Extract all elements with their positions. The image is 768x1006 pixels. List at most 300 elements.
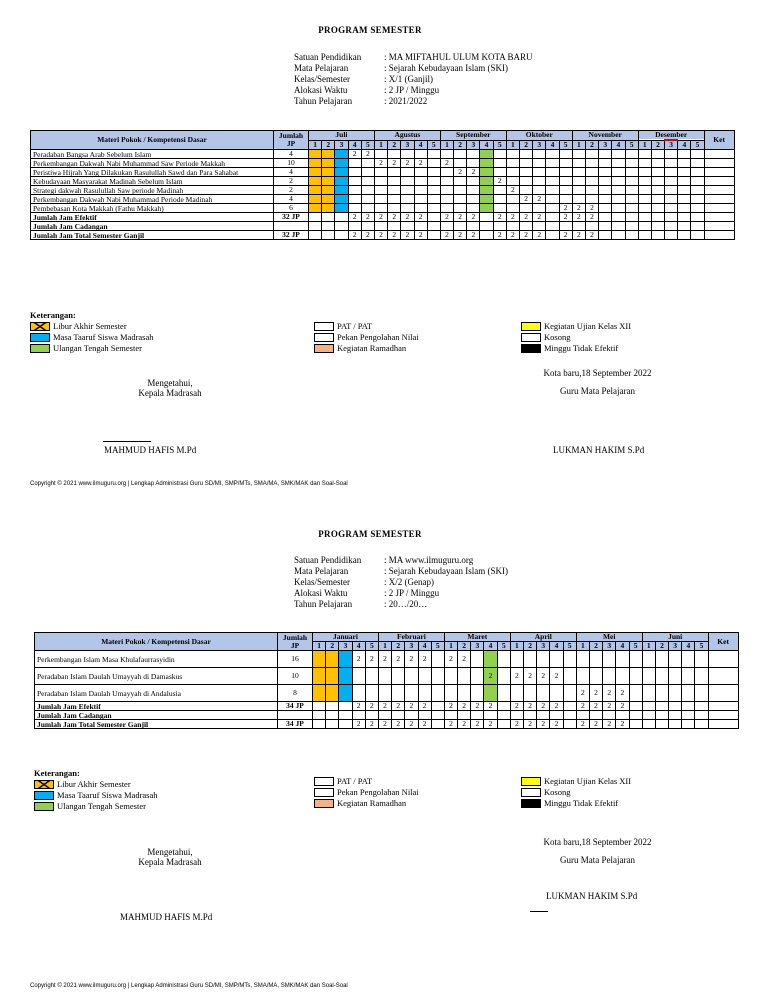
- week-header: 4: [678, 140, 691, 150]
- week-cell: [612, 204, 625, 213]
- week-cell: [348, 186, 361, 195]
- week-cell: [339, 702, 352, 711]
- week-cell: 2: [550, 668, 563, 685]
- week-header: 5: [365, 642, 378, 651]
- week-cell: [431, 720, 444, 729]
- week-cell: [678, 195, 691, 204]
- pengolahan-swatch: [314, 333, 334, 342]
- week-cell: 2: [493, 231, 506, 240]
- week-cell: [563, 702, 576, 711]
- week-cell: [440, 186, 453, 195]
- sig-line: Guru Mata Pelajaran: [560, 386, 635, 396]
- legend-label: PAT / PAT: [337, 321, 373, 331]
- week-cell: [599, 168, 612, 177]
- week-cell: [309, 150, 322, 159]
- week-cell: 2: [361, 213, 374, 222]
- week-cell: [309, 222, 322, 231]
- week-cell: [484, 651, 497, 668]
- week-cell: [682, 720, 695, 729]
- sig-line: Kepala Madrasah: [138, 388, 202, 398]
- week-cell: 2: [589, 720, 602, 729]
- week-cell: [642, 720, 655, 729]
- week-cell: [585, 186, 598, 195]
- week-cell: [493, 195, 506, 204]
- month-header: Januari: [313, 633, 379, 642]
- week-cell: [576, 711, 589, 720]
- materi-cell: Pembebasan Kota Makkah (Fathu Makkah): [31, 204, 274, 213]
- week-cell: [510, 711, 523, 720]
- week-cell: 2: [484, 720, 497, 729]
- legend-label: Minggu Tidak Efektif: [544, 798, 619, 808]
- week-cell: [361, 159, 374, 168]
- week-cell: 2: [616, 720, 629, 729]
- week-cell: [418, 685, 431, 702]
- ket-header: Ket: [704, 131, 734, 150]
- table-row: [31, 213, 735, 222]
- week-cell: [616, 668, 629, 685]
- week-cell: [546, 186, 559, 195]
- week-cell: [458, 668, 471, 685]
- week-cell: [405, 668, 418, 685]
- ket-cell: [704, 177, 734, 186]
- week-cell: 2: [405, 720, 418, 729]
- week-cell: [638, 168, 651, 177]
- week-cell: [335, 195, 348, 204]
- info-value: : 2 JP / Minggu: [384, 588, 440, 598]
- mts-swatch: [30, 333, 50, 342]
- week-cell: [440, 222, 453, 231]
- jp-cell: 10: [278, 668, 313, 685]
- week-cell: [365, 668, 378, 685]
- week-cell: [691, 150, 704, 159]
- week-cell: [603, 651, 616, 668]
- week-cell: [585, 195, 598, 204]
- week-cell: [309, 177, 322, 186]
- week-cell: [427, 177, 440, 186]
- ket-cell: [704, 204, 734, 213]
- week-cell: 2: [401, 213, 414, 222]
- week-cell: [612, 231, 625, 240]
- week-cell: [625, 177, 638, 186]
- week-cell: [493, 222, 506, 231]
- week-cell: [599, 213, 612, 222]
- materi-cell: Jumlah Jam Total Semester Ganjil: [31, 231, 274, 240]
- week-cell: 2: [533, 213, 546, 222]
- week-cell: [467, 204, 480, 213]
- week-cell: [401, 150, 414, 159]
- ket-cell: [704, 150, 734, 159]
- week-cell: [401, 186, 414, 195]
- week-cell: [612, 159, 625, 168]
- month-header: September: [440, 131, 506, 141]
- table-row: [35, 702, 739, 711]
- jp-cell: 4: [274, 150, 309, 159]
- week-cell: [348, 222, 361, 231]
- month-header: Oktober: [506, 131, 572, 141]
- week-header: 1: [506, 140, 519, 150]
- week-cell: [348, 159, 361, 168]
- week-header: 3: [665, 140, 678, 150]
- week-cell: [348, 168, 361, 177]
- week-header: 1: [313, 642, 326, 651]
- materi-cell: Kebudayaan Masyarakat Madinah Sebelum Islam: [31, 177, 274, 186]
- materi-cell: Peradaban Islam Daulah Umayyah di Andalusia: [35, 685, 278, 702]
- legend-label: Kegiatan Ramadhan: [337, 343, 407, 353]
- week-cell: [678, 213, 691, 222]
- legend-label: Kosong: [544, 332, 571, 342]
- week-cell: [392, 711, 405, 720]
- week-cell: [585, 222, 598, 231]
- week-header: 5: [695, 642, 708, 651]
- week-cell: [378, 668, 391, 685]
- week-cell: [309, 168, 322, 177]
- week-cell: 2: [392, 702, 405, 711]
- week-cell: [322, 150, 335, 159]
- week-header: 2: [524, 642, 537, 651]
- week-header: 1: [378, 642, 391, 651]
- week-cell: [655, 711, 668, 720]
- week-cell: [585, 150, 598, 159]
- week-cell: [559, 186, 572, 195]
- pat-swatch: [314, 322, 334, 331]
- month-header: Juni: [642, 633, 708, 642]
- week-cell: [665, 186, 678, 195]
- week-cell: [682, 668, 695, 685]
- week-cell: 2: [418, 720, 431, 729]
- week-cell: [431, 702, 444, 711]
- week-cell: [339, 711, 352, 720]
- week-header: 3: [405, 642, 418, 651]
- week-cell: [669, 702, 682, 711]
- week-cell: [638, 204, 651, 213]
- week-cell: [603, 711, 616, 720]
- week-cell: [493, 186, 506, 195]
- week-header: 4: [414, 140, 427, 150]
- week-cell: [405, 711, 418, 720]
- jp-cell: 34 JP: [278, 720, 313, 729]
- week-cell: 2: [559, 231, 572, 240]
- week-header: 3: [669, 642, 682, 651]
- week-cell: 2: [550, 720, 563, 729]
- week-cell: 2: [440, 213, 453, 222]
- week-header: 4: [616, 642, 629, 651]
- week-cell: 2: [365, 720, 378, 729]
- week-cell: [322, 195, 335, 204]
- week-header: 3: [467, 140, 480, 150]
- week-cell: [612, 150, 625, 159]
- week-cell: [480, 231, 493, 240]
- week-cell: [655, 651, 668, 668]
- month-header: Maret: [444, 633, 510, 642]
- week-cell: 2: [533, 231, 546, 240]
- week-cell: [599, 195, 612, 204]
- materi-header: Materi Pokok / Kompetensi Dasar: [31, 131, 274, 150]
- week-cell: 2: [524, 668, 537, 685]
- week-cell: [388, 204, 401, 213]
- week-cell: [322, 177, 335, 186]
- week-cell: 2: [616, 702, 629, 711]
- week-cell: [309, 186, 322, 195]
- uts-swatch: [30, 344, 50, 353]
- week-cell: [374, 150, 387, 159]
- info-key: Tahun Pelajaran: [294, 599, 353, 609]
- headmaster-name: MAHMUD HAFIS M.Pd: [104, 445, 197, 455]
- week-cell: [365, 711, 378, 720]
- week-cell: [322, 204, 335, 213]
- semester-table: [34, 632, 739, 729]
- week-cell: [682, 651, 695, 668]
- week-cell: [414, 186, 427, 195]
- week-cell: [589, 651, 602, 668]
- week-header: 4: [348, 140, 361, 150]
- week-cell: [563, 685, 576, 702]
- jp-header: Jumlah JP: [278, 633, 313, 651]
- week-cell: [335, 159, 348, 168]
- week-cell: [493, 150, 506, 159]
- week-cell: 2: [520, 213, 533, 222]
- week-cell: [638, 177, 651, 186]
- week-cell: [651, 168, 664, 177]
- week-cell: [484, 711, 497, 720]
- week-cell: [352, 711, 365, 720]
- month-header: Mei: [576, 633, 642, 642]
- week-cell: 2: [388, 231, 401, 240]
- week-cell: [695, 711, 708, 720]
- legend-label: Masa Taaruf Siswa Madrasah: [53, 332, 154, 342]
- ket-cell: [704, 213, 734, 222]
- week-cell: [480, 159, 493, 168]
- week-cell: 2: [458, 720, 471, 729]
- week-cell: [335, 204, 348, 213]
- legend-label: Libur Akhir Semester: [53, 321, 127, 331]
- week-cell: [524, 651, 537, 668]
- info-value: : Sejarah Kebudayaan Islam (SKI): [384, 566, 508, 576]
- week-cell: [431, 685, 444, 702]
- week-cell: [546, 168, 559, 177]
- week-cell: 2: [388, 213, 401, 222]
- week-cell: [309, 204, 322, 213]
- materi-cell: Perkembangan Dakwah Nabi Muhammad Periode Madinah: [31, 195, 274, 204]
- info-value: : 2021/2022: [384, 96, 428, 106]
- sig-line: Kota baru,18 September 2022: [543, 837, 652, 847]
- week-cell: [691, 159, 704, 168]
- week-cell: [546, 177, 559, 186]
- week-cell: [655, 668, 668, 685]
- week-header: 5: [559, 140, 572, 150]
- week-cell: [695, 702, 708, 711]
- week-cell: 2: [352, 702, 365, 711]
- sig-line: Kepala Madrasah: [138, 857, 202, 867]
- week-cell: [431, 668, 444, 685]
- legend: [30, 310, 154, 354]
- table-row: [31, 159, 735, 168]
- week-cell: [309, 213, 322, 222]
- week-cell: [480, 177, 493, 186]
- week-cell: 2: [524, 702, 537, 711]
- week-cell: [546, 159, 559, 168]
- schedule-grid: [34, 632, 739, 729]
- legend-col2: [314, 321, 419, 354]
- week-header: 2: [651, 140, 664, 150]
- info-key: Tahun Pelajaran: [294, 96, 353, 106]
- week-cell: [546, 231, 559, 240]
- week-cell: 2: [454, 231, 467, 240]
- week-cell: [651, 222, 664, 231]
- week-cell: [599, 150, 612, 159]
- week-cell: [467, 159, 480, 168]
- ujian-swatch: [521, 322, 541, 331]
- week-cell: 2: [418, 702, 431, 711]
- jp-cell: 2: [274, 177, 309, 186]
- week-cell: [625, 222, 638, 231]
- week-header: 2: [388, 140, 401, 150]
- week-cell: [313, 668, 326, 685]
- week-cell: [352, 685, 365, 702]
- week-cell: [365, 685, 378, 702]
- week-cell: [497, 720, 510, 729]
- signature-line: [530, 911, 548, 912]
- week-cell: [348, 195, 361, 204]
- week-cell: [612, 186, 625, 195]
- week-cell: [691, 186, 704, 195]
- sig-line: Guru Mata Pelajaran: [560, 855, 635, 865]
- week-cell: [546, 213, 559, 222]
- week-cell: [414, 150, 427, 159]
- week-cell: 2: [572, 231, 585, 240]
- jp-cell: 10: [274, 159, 309, 168]
- week-header: 4: [352, 642, 365, 651]
- teacher-name: LUKMAN HAKIM S.Pd: [546, 891, 638, 901]
- week-cell: 2: [440, 159, 453, 168]
- week-cell: [471, 668, 484, 685]
- week-cell: [471, 711, 484, 720]
- week-cell: 2: [471, 720, 484, 729]
- week-cell: [467, 222, 480, 231]
- week-cell: [493, 204, 506, 213]
- week-header: 2: [322, 140, 335, 150]
- week-cell: [678, 186, 691, 195]
- week-cell: [625, 159, 638, 168]
- materi-cell: Peradaban Islam Daulah Umayyah di Damaskus: [35, 668, 278, 685]
- legend-label: Minggu Tidak Efektif: [544, 343, 619, 353]
- legend-label: Masa Taaruf Siswa Madrasah: [57, 790, 158, 800]
- week-cell: [695, 685, 708, 702]
- week-cell: 2: [493, 213, 506, 222]
- week-cell: [559, 159, 572, 168]
- week-header: 5: [691, 140, 704, 150]
- week-cell: [603, 668, 616, 685]
- signature-line: [103, 441, 151, 442]
- week-cell: [695, 720, 708, 729]
- week-cell: [454, 177, 467, 186]
- week-cell: [537, 711, 550, 720]
- week-cell: [326, 711, 339, 720]
- ramadhan-swatch: [314, 799, 334, 808]
- week-cell: [458, 711, 471, 720]
- materi-cell: Jumlah Jam Cadangan: [35, 711, 278, 720]
- week-cell: 2: [493, 177, 506, 186]
- week-cell: [454, 186, 467, 195]
- week-cell: [322, 159, 335, 168]
- week-cell: 2: [392, 720, 405, 729]
- week-header: 4: [484, 642, 497, 651]
- week-cell: [669, 711, 682, 720]
- week-cell: 2: [361, 231, 374, 240]
- week-cell: [313, 685, 326, 702]
- week-cell: [616, 711, 629, 720]
- week-cell: 2: [589, 685, 602, 702]
- legend-label: Pekan Pengolahan Nilai: [337, 332, 419, 342]
- week-cell: [638, 231, 651, 240]
- week-cell: 2: [603, 702, 616, 711]
- sig-line: Mengetahui,: [147, 847, 193, 857]
- week-cell: [444, 711, 457, 720]
- uts-swatch: [34, 802, 54, 811]
- week-cell: [313, 702, 326, 711]
- week-header: 4: [546, 140, 559, 150]
- week-cell: 2: [440, 231, 453, 240]
- week-cell: [388, 195, 401, 204]
- week-cell: 2: [537, 720, 550, 729]
- week-cell: [651, 177, 664, 186]
- week-cell: [651, 204, 664, 213]
- week-cell: [480, 195, 493, 204]
- week-cell: [682, 702, 695, 711]
- libur-swatch: [30, 322, 50, 331]
- week-cell: 2: [537, 702, 550, 711]
- week-cell: [665, 213, 678, 222]
- week-cell: [414, 222, 427, 231]
- week-cell: [691, 222, 704, 231]
- materi-cell: Peristiwa Hijrah Yang Dilakukan Rasulullah Sawd dan Para Sahabat: [31, 168, 274, 177]
- week-cell: [326, 720, 339, 729]
- jp-cell: 34 JP: [278, 702, 313, 711]
- week-cell: [374, 186, 387, 195]
- info-key: Mata Pelajaran: [294, 63, 349, 73]
- week-header: 3: [401, 140, 414, 150]
- left-signature: [100, 378, 240, 398]
- week-cell: 2: [365, 702, 378, 711]
- week-cell: [625, 186, 638, 195]
- week-cell: [414, 195, 427, 204]
- week-cell: [651, 213, 664, 222]
- week-cell: [480, 150, 493, 159]
- week-cell: [691, 177, 704, 186]
- week-header: 1: [638, 140, 651, 150]
- week-cell: [665, 195, 678, 204]
- week-cell: [467, 177, 480, 186]
- week-cell: [669, 668, 682, 685]
- week-cell: [497, 702, 510, 711]
- week-cell: [440, 177, 453, 186]
- schedule-grid: [30, 130, 735, 240]
- week-cell: [599, 186, 612, 195]
- week-header: 2: [454, 140, 467, 150]
- week-cell: [533, 222, 546, 231]
- table-row: [31, 168, 735, 177]
- week-cell: [576, 651, 589, 668]
- week-cell: [427, 168, 440, 177]
- week-cell: [510, 685, 523, 702]
- week-cell: [572, 168, 585, 177]
- week-cell: 2: [352, 720, 365, 729]
- week-cell: [665, 231, 678, 240]
- week-cell: 2: [576, 720, 589, 729]
- week-cell: [655, 685, 668, 702]
- table-row: [35, 651, 739, 668]
- week-header: 1: [440, 140, 453, 150]
- legend-label: Kegiatan Ujian Kelas XII: [544, 776, 632, 786]
